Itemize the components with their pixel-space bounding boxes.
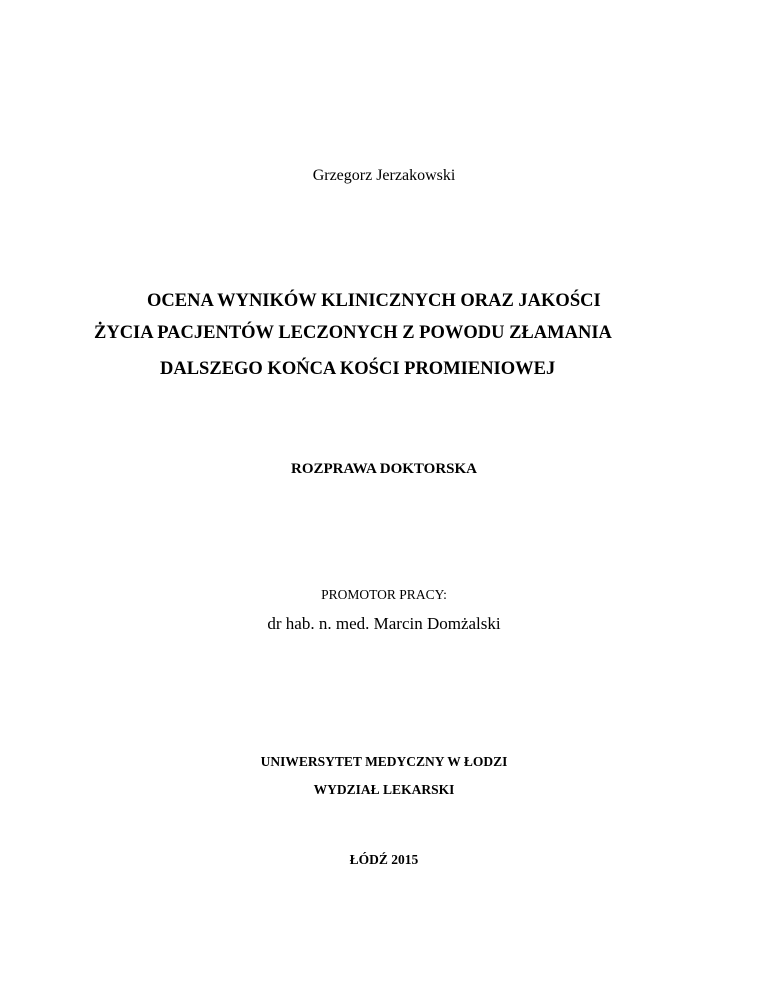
thesis-title-line-1: OCENA WYNIKÓW KLINICZNYCH ORAZ JAKOŚCI bbox=[147, 291, 601, 311]
thesis-title-line-3: DALSZEGO KOŃCA KOŚCI PROMIENIOWEJ bbox=[160, 359, 556, 379]
author-name: Grzegorz Jerzakowski bbox=[312, 167, 456, 184]
promotor-name: dr hab. n. med. Marcin Domżalski bbox=[267, 614, 501, 633]
university-name: UNIWERSYTET MEDYCZNY W ŁODZI bbox=[260, 754, 508, 769]
promotor-label: PROMOTOR PRACY: bbox=[321, 587, 447, 602]
faculty-name: WYDZIAŁ LEKARSKI bbox=[313, 782, 455, 797]
thesis-type: ROZPRAWA DOKTORSKA bbox=[290, 461, 477, 477]
place-and-year: ŁÓDŹ 2015 bbox=[349, 852, 419, 867]
thesis-title-line-2: ŻYCIA PACJENTÓW LECZONYCH Z POWODU ZŁAMANIA bbox=[94, 323, 612, 343]
